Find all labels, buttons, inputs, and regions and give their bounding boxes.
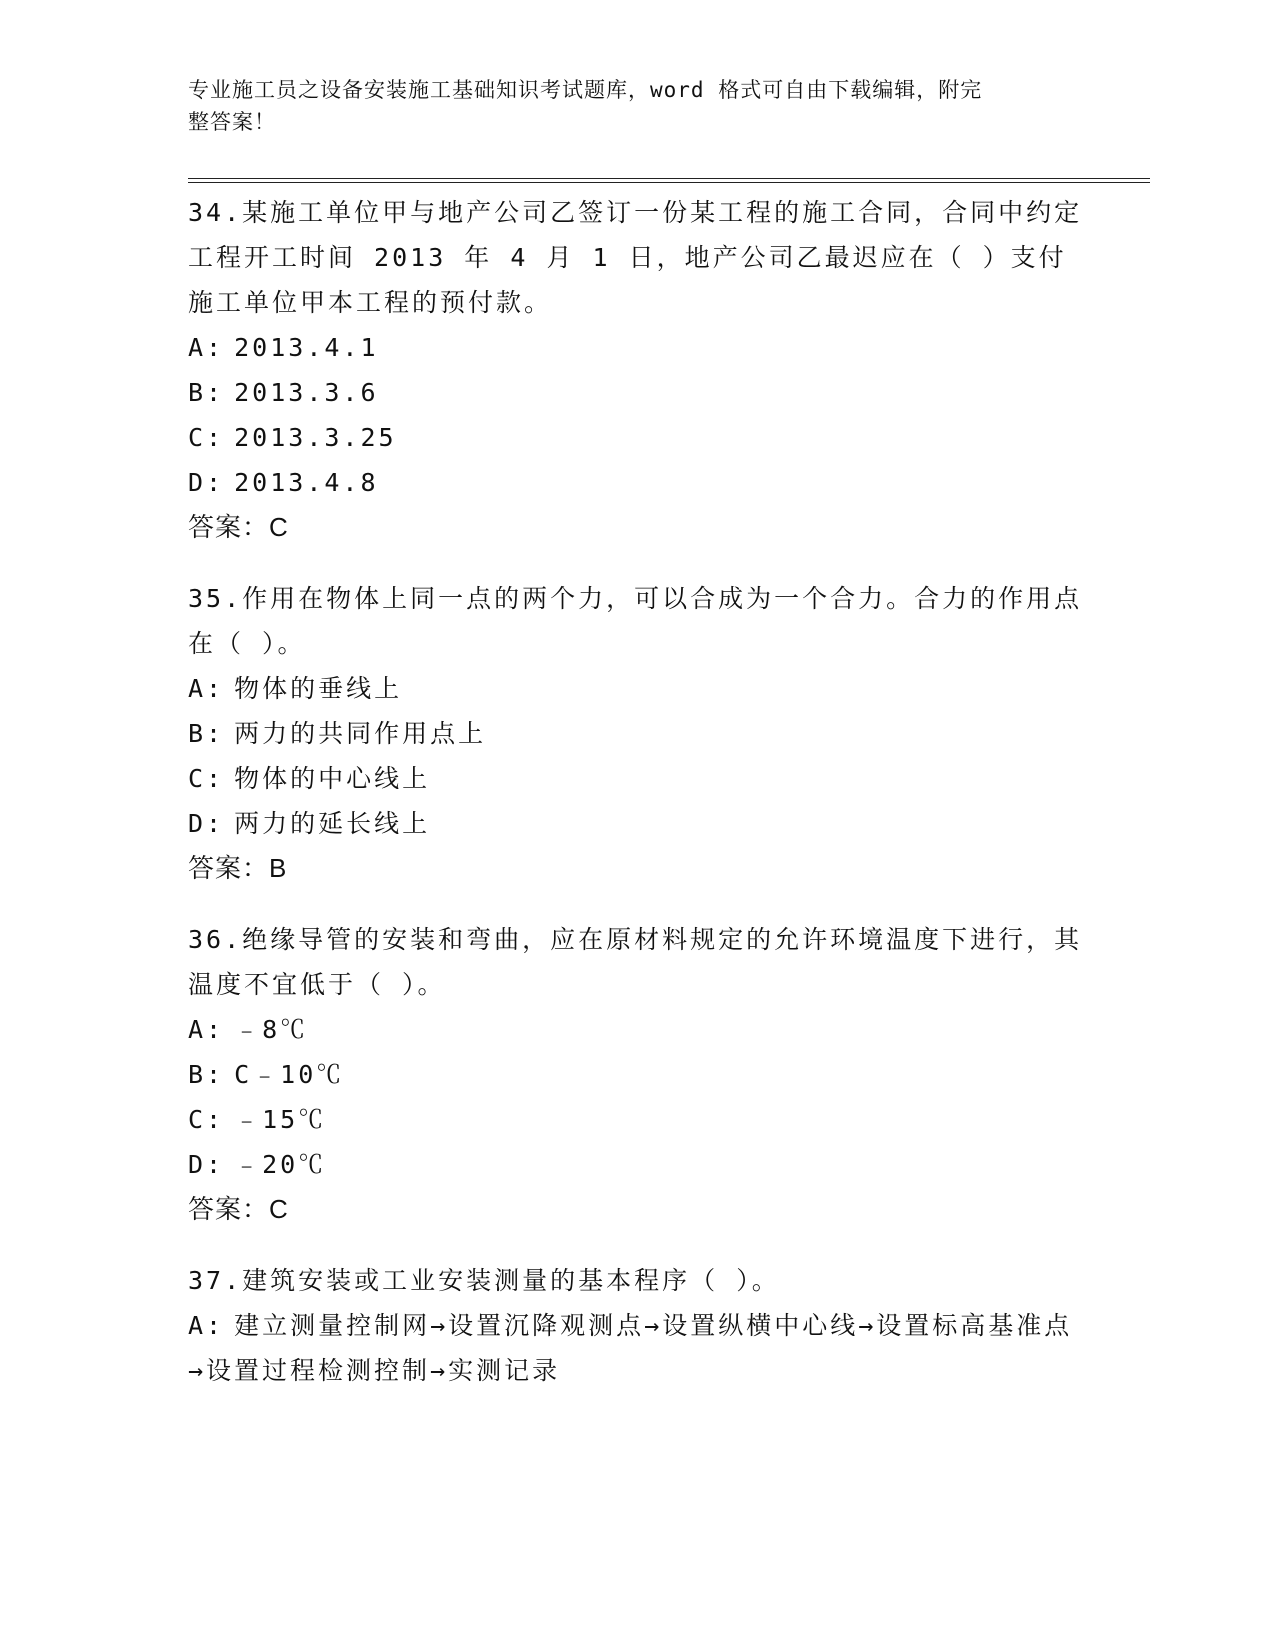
option-label: A:	[188, 1311, 225, 1340]
header-line-1: 专业施工员之设备安装施工基础知识考试题库，word 格式可自由下载编辑，附完	[188, 78, 983, 102]
question-stem: 34.某施工单位甲与地产公司乙签订一份某工程的施工合同，合同中约定工程开工时间 2013 年 4 月 1 日，地产公司乙最迟应在（ ）支付施工单位甲本工程的预付款。	[188, 198, 1083, 317]
option-text: 2013.4.1	[234, 333, 379, 362]
option-text: 两力的延长线上	[234, 809, 431, 838]
option-d	[188, 460, 1088, 505]
option-text: 物体的垂线上	[234, 674, 403, 703]
option-text: 建立测量控制网→设置沉降观测点→设置纵横中心线→设置标高基准点→设置过程检测控制→实测记录	[188, 1311, 1073, 1385]
header-divider-bottom	[188, 182, 1150, 183]
option-label: A:	[188, 1015, 225, 1044]
question-stem: 35.作用在物体上同一点的两个力，可以合成为一个合力。合力的作用点在（ ）。	[188, 584, 1083, 658]
option-label: B:	[188, 1060, 225, 1089]
option-a	[188, 325, 1088, 370]
option-c	[188, 1097, 1088, 1142]
option-text: C﹣10℃	[234, 1060, 345, 1089]
header-divider-top	[188, 178, 1150, 179]
option-b	[188, 1052, 1088, 1097]
option-b	[188, 711, 1088, 756]
question-34	[188, 190, 1088, 550]
option-d	[188, 1142, 1088, 1187]
option-a	[188, 666, 1088, 711]
option-label: A:	[188, 333, 225, 362]
answer-line: 答案：C	[188, 512, 289, 542]
option-text: 两力的共同作用点上	[234, 719, 487, 748]
option-label: B:	[188, 719, 225, 748]
option-b	[188, 370, 1088, 415]
option-label: C:	[188, 1105, 225, 1134]
option-text: 2013.4.8	[234, 468, 379, 497]
option-text: ﹣8℃	[234, 1015, 309, 1044]
option-c	[188, 756, 1088, 801]
option-label: D:	[188, 809, 225, 838]
option-text: ﹣15℃	[234, 1105, 327, 1134]
question-36	[188, 917, 1088, 1232]
question-list	[188, 190, 1088, 1419]
question-stem: 36.绝缘导管的安装和弯曲，应在原材料规定的允许环境温度下进行，其温度不宜低于（ ）。	[188, 925, 1083, 999]
question-37	[188, 1258, 1088, 1393]
option-label: C:	[188, 423, 225, 452]
answer-line: 答案：C	[188, 1194, 289, 1224]
option-c	[188, 415, 1088, 460]
option-label: A:	[188, 674, 225, 703]
option-a	[188, 1007, 1088, 1052]
question-35	[188, 576, 1088, 891]
answer-line: 答案：B	[188, 853, 288, 883]
option-a	[188, 1303, 1088, 1393]
header-line-2: 整答案！	[188, 110, 276, 134]
option-text: 2013.3.6	[234, 378, 379, 407]
option-text: 物体的中心线上	[234, 764, 431, 793]
option-label: D:	[188, 1150, 225, 1179]
option-d	[188, 801, 1088, 846]
option-label: D:	[188, 468, 225, 497]
option-label: C:	[188, 764, 225, 793]
option-label: B:	[188, 378, 225, 407]
option-text: ﹣20℃	[234, 1150, 327, 1179]
option-text: 2013.3.25	[234, 423, 397, 452]
document-header	[188, 74, 1068, 138]
question-stem: 37.建筑安装或工业安装测量的基本程序（ ）。	[188, 1266, 780, 1295]
